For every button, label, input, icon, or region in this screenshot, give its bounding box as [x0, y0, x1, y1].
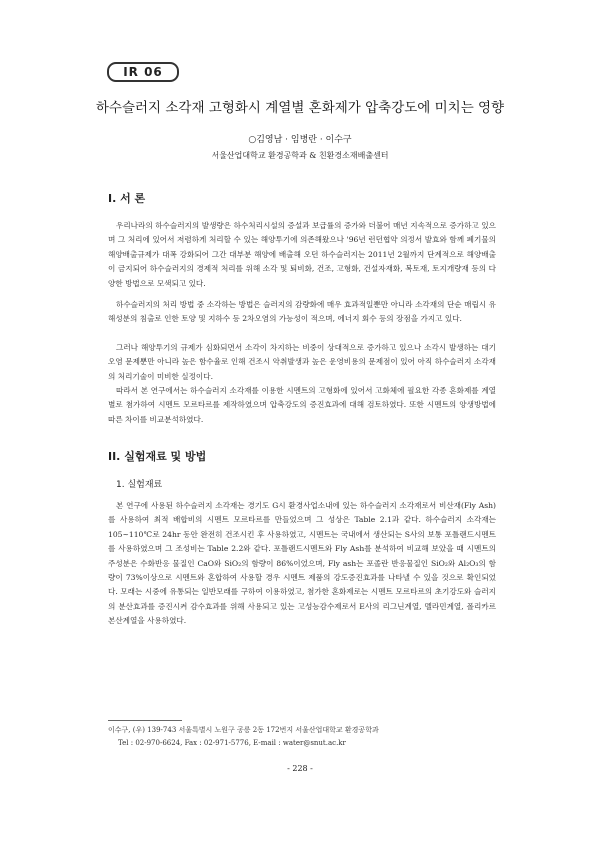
page-number: - 228 - — [287, 764, 313, 773]
materials-paragraph: 본 연구에 사용된 하수슬러지 소각재는 경기도 G시 환경사업소내에 있는 하수슬러지 소각재로서 비산재(Fly Ash)를 사용하여 최적 배합비의 시멘트 모르타르를 만들었으며 그 성상은 Table 2.1과 같다. 하수슬러지 소각재는 105~110℃로 24hr 동안 완전히 건조시킨 후 사용하였고, 시멘트는 국내에서 생산되는 S사의 보통 포틀랜드시멘트를 사용하였으며 그 조성비는 Table 2.2와 같다. 포틀랜드시멘트와 Fly Ash를 분석하여 비교해 보았을 때 시멘트의 주성분은 수화반응 물질인 CaO와 SiO₂의 함량이 86%이었으며, Fly ash는 포졸란 반응물질인 SiO₂와 Al₂O₃의 함량이 73%이상으로 시멘트와 혼합하여 사용할 경우 시멘트 제품의 강도증진효과를 나타낼 수 있을 것으로 확인되었다. 모래는 시중에 유통되는 일반모래를 구하여 이용하였고, 첨가한 혼화제로는 시멘트 모르타르의 초기강도와 슬러지의 분산효과를 증진시켜 감수효과를 위해 사용되고 있는 고성능감수제로서 E사의 리그닌계열, 멜라민계열, 폴리카르본산계열을 사용하였다. — [108, 501, 496, 626]
intro-paragraph-1: 우리나라의 하수슬러지의 발생량은 하수처리시설의 증설과 보급률의 증가와 더불어 매년 지속적으로 증가하고 있으며 그 처리에 있어서 저렴하게 처리할 수 있는 해양투기에 의존해왔으나 '96년 런던협약 의정서 발효와 함께 폐기물의 해양배출규제가 대폭 강화되어 그간 대부분 해양에 배출해 오던 하수슬러지는 2011년 2월까지 단계적으로 해양배출이 금지되어 하수슬러지의 경제적 처리를 위해 소각 및 퇴비화, 건조, 고형화, 건설자재화, 복토재, 토지개량재 등의 다양한 방법으로 모색되고 있다. — [108, 221, 496, 288]
section-heading-methods: II. 실험재료 및 방법 — [108, 450, 207, 463]
footnote-address: 이수구, (우) 139-743 서울특별시 노원구 공릉 2동 172번지 서울산업대학교 환경공학과 — [108, 726, 379, 734]
paper-id-badge: IR 06 — [107, 62, 179, 82]
section-heading-intro: I. 서 론 — [108, 192, 146, 205]
paper-title: 하수슬러지 소각재 고형화시 계열별 혼화제가 압축강도에 미치는 영향 — [95, 100, 505, 116]
subsection-heading-materials: 1. 실험재료 — [116, 480, 163, 490]
intro-paragraph-2: 하수슬러지의 처리 방법 중 소각하는 방법은 슬러지의 감량화에 매우 효과적일뿐만 아니라 소각재의 단순 매립시 유해성분의 침출로 인한 토양 및 지하수 등 2차오염의 가능성이 적으며, 에너지 회수 등의 장점을 가지고 있다. — [108, 300, 496, 324]
affiliation: 서울산업대학교 환경공학과 & 친환경소재배출센터 — [211, 151, 389, 160]
intro-paragraph-3: 그러나 해양투기의 규제가 심화되면서 소각이 차지하는 비중이 상대적으로 증가하고 있으나 소각시 발생하는 대기오염 문제뿐만 아니라 높은 함수율로 인해 건조시 악취발생과 높은 운영비용의 문제점이 있어 아직 하수슬러지 소각재의 처리기술이 미비한 실정이다. — [108, 343, 496, 381]
author-list: ○김영남 · 임병란 · 이수구 — [248, 135, 352, 145]
footnote-divider — [108, 720, 182, 721]
intro-paragraph-4: 따라서 본 연구에서는 하수슬러지 소각재를 이용한 시멘트의 고형화에 있어서 고화체에 필요한 각종 혼화제를 계열별로 첨가하여 시멘트 모르타르를 제작하였으며 압축강도의 증진효과에 대해 검토하였다. 또한 시멘트의 양생방법에 따른 차이를 비교분석하였다. — [108, 386, 496, 424]
footnote-contact: Tel : 02-970-6624, Fax : 02-971-5776, E-mail : water@snut.ac.kr — [118, 739, 346, 747]
